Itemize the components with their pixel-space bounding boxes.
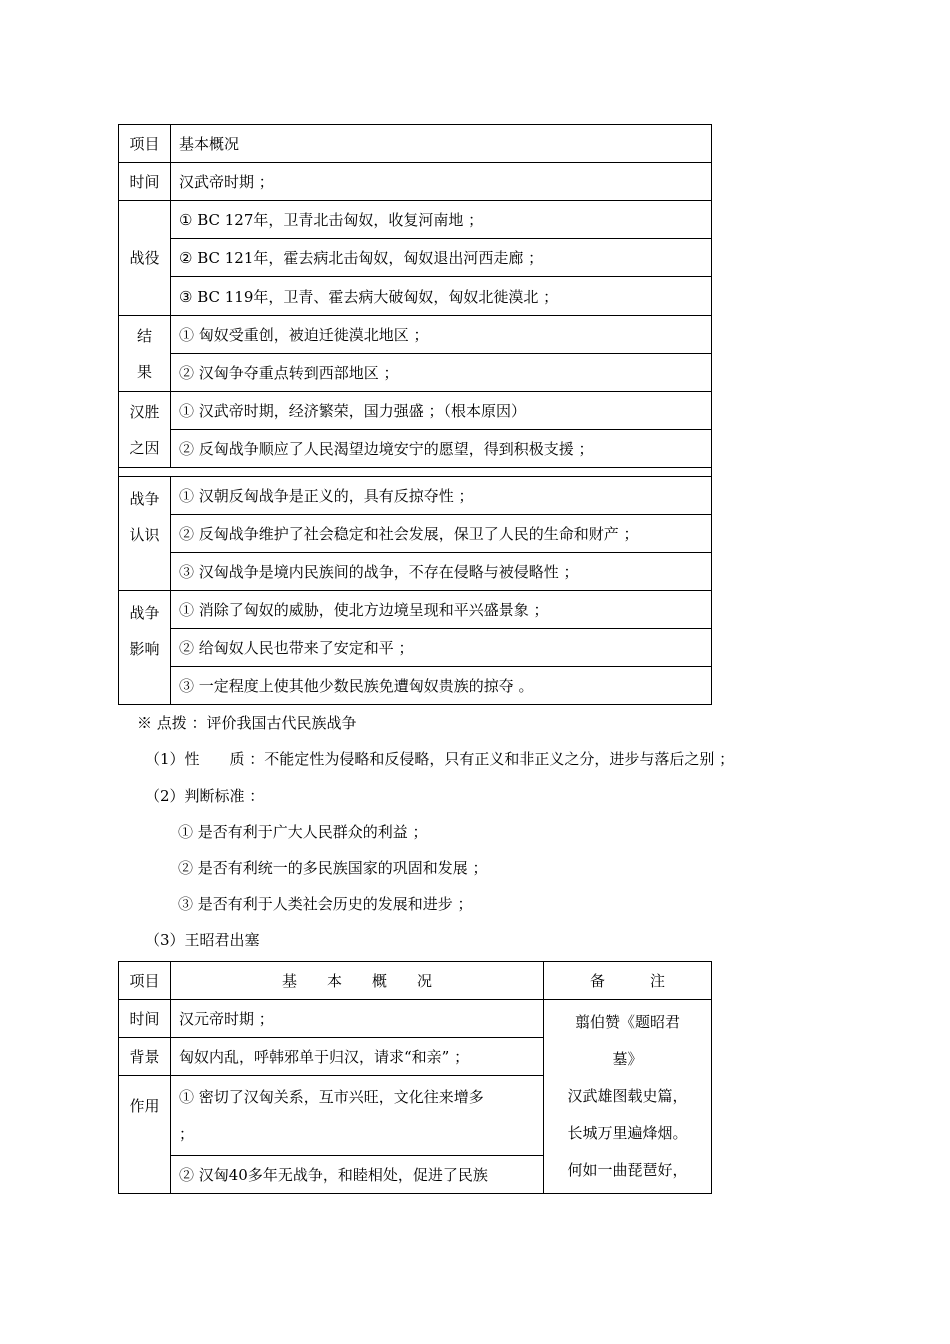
table-gap-row bbox=[119, 468, 712, 477]
table-row bbox=[119, 201, 712, 239]
result-item: ② 汉匈争夺重点转到西部地区 ； bbox=[171, 354, 712, 392]
time-label: 时间 bbox=[119, 1000, 171, 1038]
table-row bbox=[119, 277, 712, 316]
header-remark: 备 注 bbox=[544, 962, 712, 1000]
battle-item: ③ BC 119年，卫青、霍去病大破匈奴，匈奴北徙漠北 ； bbox=[171, 277, 712, 316]
impact-label bbox=[119, 591, 171, 705]
recognition-item: ① 汉朝反匈战争是正义的，具有反掠夺性 ； bbox=[171, 477, 712, 515]
effect-item bbox=[171, 1076, 544, 1156]
table-row bbox=[119, 629, 712, 667]
battle-item: ② BC 121年，霍去病北击匈奴，匈奴退出河西走廊 ； bbox=[171, 239, 712, 277]
table-row bbox=[119, 392, 712, 430]
result-label-line1: 结 bbox=[136, 326, 152, 345]
table-row bbox=[119, 553, 712, 591]
result-label bbox=[119, 316, 171, 392]
impact-label-line1: 战争 bbox=[129, 604, 160, 622]
impact-item: ① 消除了匈奴的威胁，使北方边境呈现和平兴盛景象 ； bbox=[171, 591, 712, 629]
recognition-label bbox=[119, 477, 171, 591]
criteria-title: （2）判断标准 ： bbox=[145, 787, 265, 805]
header-value: 基本概况 bbox=[171, 125, 712, 163]
victory-label bbox=[119, 392, 171, 468]
table-row bbox=[119, 477, 712, 515]
battles-label: 战役 bbox=[119, 201, 171, 316]
table-row bbox=[119, 125, 712, 163]
nature-line: （1）性 质 ：不能定性为侵略和反侵略，只有正义和非正义之分，进步与落后之别 ； bbox=[145, 750, 735, 768]
effect-item-line: ① 密切了汉匈关系，互市兴旺，文化往来增多 bbox=[179, 1087, 484, 1106]
victory-item: ① 汉武帝时期，经济繁荣，国力强盛 ；（根本原因） bbox=[171, 392, 712, 430]
recognition-label-line2: 认识 bbox=[129, 526, 160, 544]
criteria-item: ② 是否有利统一的多民族国家的巩固和发展 ； bbox=[178, 859, 488, 877]
tip-line: ※ 点拨 ：评价我国古代民族战争 bbox=[137, 714, 357, 732]
time-value: 汉元帝时期 ； bbox=[171, 1000, 544, 1038]
table-row bbox=[119, 163, 712, 201]
table-row bbox=[119, 515, 712, 553]
time-label: 时间 bbox=[119, 163, 171, 201]
criteria-item: ③ 是否有利于人类社会历史的发展和进步 ； bbox=[178, 895, 473, 913]
recognition-item: ③ 汉匈战争是境内民族间的战争，不存在侵略与被侵略性 ； bbox=[171, 553, 712, 591]
war-summary-table bbox=[118, 124, 712, 705]
background-label: 背景 bbox=[119, 1038, 171, 1076]
recognition-label-line1: 战争 bbox=[129, 490, 160, 508]
background-value: 匈奴内乱，呼韩邪单于归汉，请求“和亲” ； bbox=[171, 1038, 544, 1076]
result-item: ① 匈奴受重创，被迫迁徙漠北地区 ； bbox=[171, 316, 712, 354]
effect-item: ② 汉匈40多年无战争，和睦相处，促进了民族 bbox=[171, 1156, 544, 1194]
criteria-item: ① 是否有利于广大人民群众的利益 ； bbox=[178, 823, 428, 841]
impact-label-line2: 影响 bbox=[129, 640, 160, 658]
table-row bbox=[119, 430, 712, 468]
table-row bbox=[119, 591, 712, 629]
poem-line: 墓》 bbox=[612, 1050, 643, 1068]
table-row bbox=[119, 962, 712, 1000]
table-row bbox=[119, 316, 712, 354]
table-row bbox=[119, 239, 712, 277]
effect-label: 作用 bbox=[119, 1076, 171, 1194]
poem-line: 汉武雄图载史篇， bbox=[567, 1087, 688, 1105]
table-row bbox=[119, 1000, 712, 1038]
result-label-line2: 果 bbox=[136, 362, 152, 381]
header-value: 基 本 概 况 bbox=[171, 962, 544, 1000]
header-label: 项目 bbox=[119, 962, 171, 1000]
impact-item: ③ 一定程度上使其他少数民族免遭匈奴贵族的掠夺 。 bbox=[171, 667, 712, 705]
impact-item: ② 给匈奴人民也带来了安定和平 ； bbox=[171, 629, 712, 667]
poem-line: 长城万里遍烽烟。 bbox=[567, 1124, 688, 1142]
poem-line: 何如一曲琵琶好， bbox=[567, 1161, 688, 1179]
effect-item-line: ； bbox=[179, 1124, 195, 1143]
victory-label-line1: 汉胜 bbox=[129, 402, 160, 421]
victory-item: ② 反匈战争顺应了人民渴望边境安宁的愿望，得到积极支援 ； bbox=[171, 430, 712, 468]
victory-label-line2: 之因 bbox=[129, 438, 160, 457]
poem-cell bbox=[544, 1000, 712, 1194]
recognition-item: ② 反匈战争维护了社会稳定和社会发展，保卫了人民的生命和财产 ； bbox=[171, 515, 712, 553]
poem-line: 翦伯赞《题昭君 bbox=[574, 1013, 680, 1031]
battle-item: ① BC 127年，卫青北击匈奴，收复河南地 ； bbox=[171, 201, 712, 239]
header-label: 项目 bbox=[119, 125, 171, 163]
table-row bbox=[119, 354, 712, 392]
gap-cell bbox=[119, 468, 712, 477]
section-title: （3）王昭君出塞 bbox=[145, 931, 260, 949]
wang-zhaojun-table bbox=[118, 961, 712, 1194]
table-row bbox=[119, 667, 712, 705]
time-value: 汉武帝时期 ； bbox=[171, 163, 712, 201]
